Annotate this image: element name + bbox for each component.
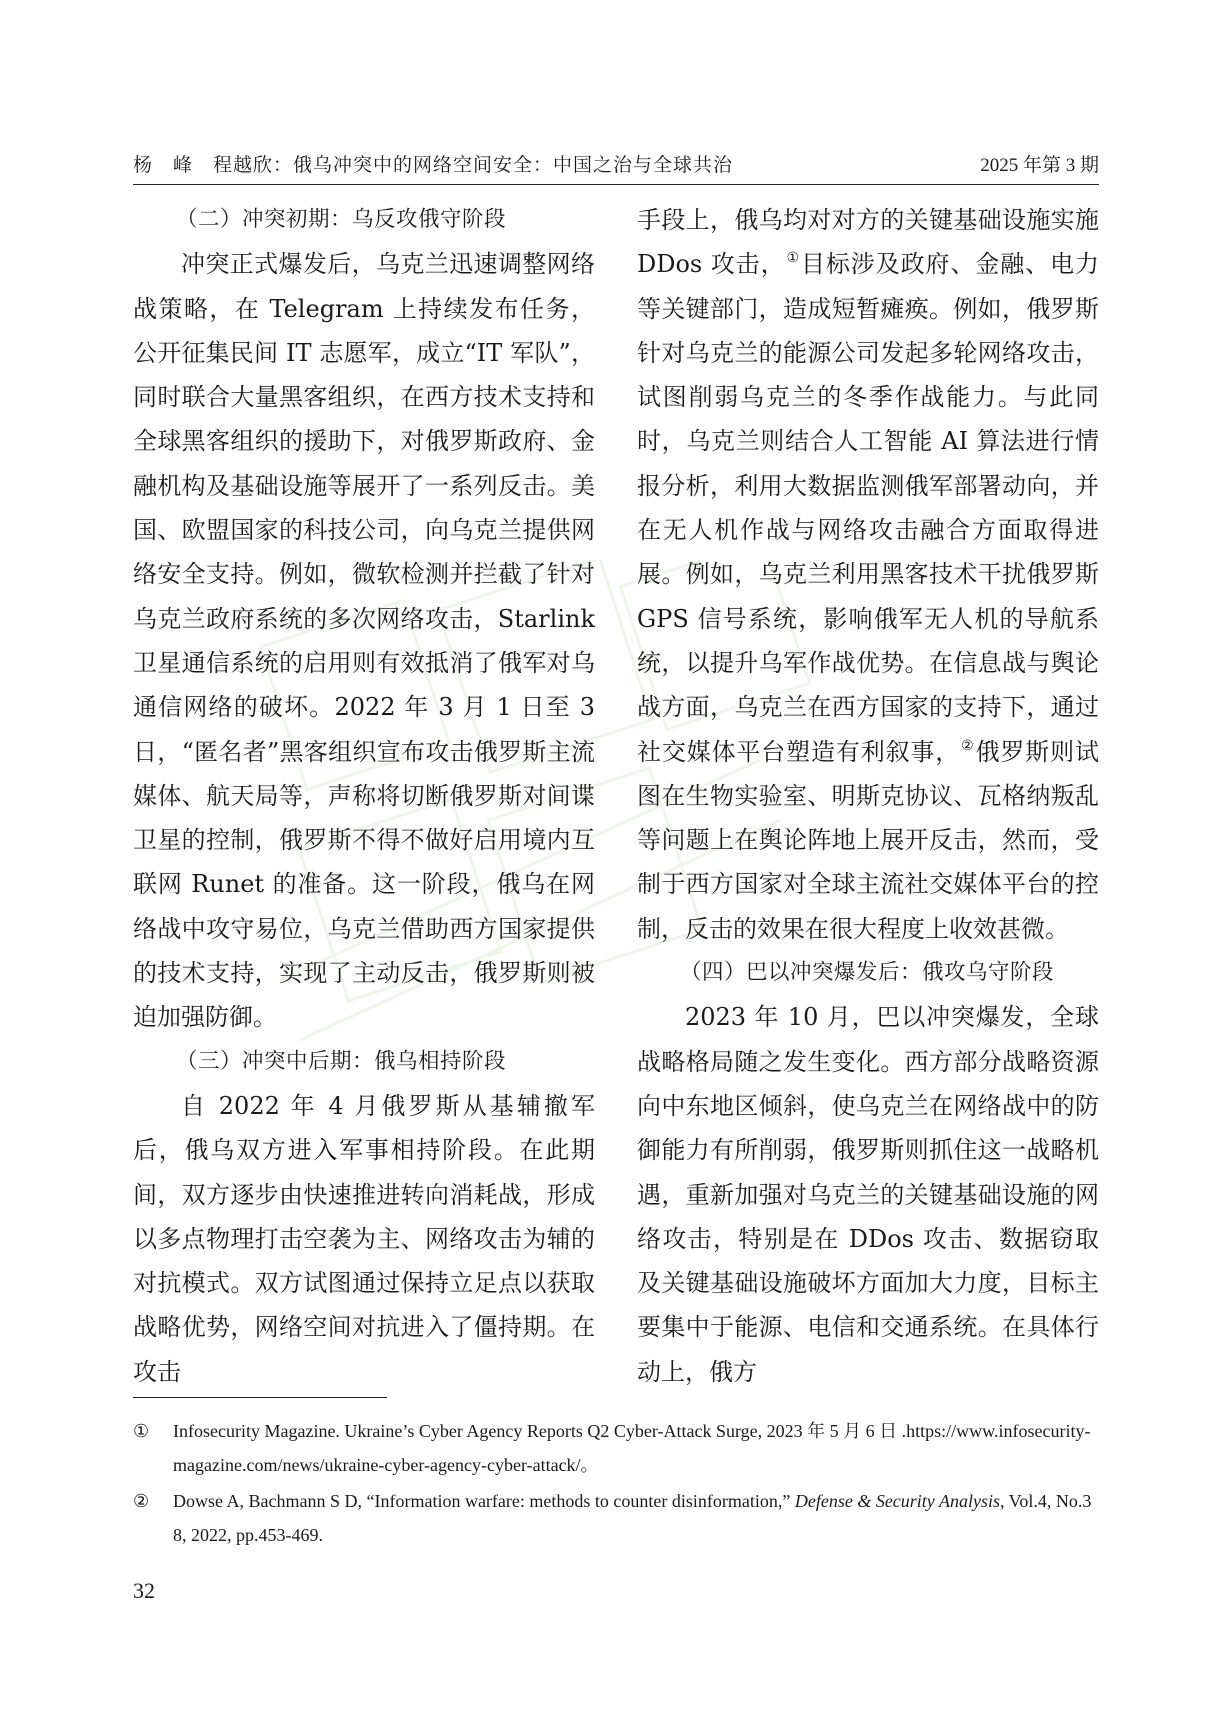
paragraph: 冲突正式爆发后，乌克兰迅速调整网络战策略，在 Telegram 上持续发布任务，公开征集民间 IT 志愿军，成立“IT 军队”，同时联合大量黑客组织，在西方技术支持和全球黑客组织的援助下，对俄罗斯政府、金融机构及基础设施等展开了一系列反击。美国、欧盟国家的科技公司，向乌克兰提供网络安全支持。例如，微软检测并拦截了针对乌克兰政府系统的多次网络攻击，Starlink 卫星通信系统的启用则有效抵消了俄军对乌通信网络的破坏。2022 年 3 月 1 日至 3 日，“匿名者”黑客组织宣布攻击俄罗斯主流媒体、航天局等，声称将切断俄罗斯对间谍卫星的控制，俄罗斯不得不做好启用境内互联网 Runet 的准备。这一阶段，俄乌在网络战中攻守易位，乌克兰借助西方国家提供的技术支持，实现了主动反击，俄罗斯则被迫加强防御。	[133, 250, 595, 1032]
left-column	[133, 198, 595, 1394]
header-issue: 2025 年第 3 期	[980, 155, 1099, 176]
footnote-citation: Dowse A, Bachmann S D, “Information warfare: methods to counter disinformation,”	[173, 1491, 795, 1511]
footnote-citation-tail: , Vol.4, No.38, 2022, pp.453-469.	[173, 1491, 1092, 1545]
footnote-ref-2[interactable]: ②	[961, 737, 975, 754]
header-authors-title: 杨 峰 程越欣：俄乌冲突中的网络空间安全：中国之治与全球共治	[133, 154, 734, 176]
footnote-1	[133, 1414, 1099, 1482]
footnote-text: Infosecurity Magazine. Ukraine’s Cyber Agency Reports Q2 Cyber-Attack Surge, 2023 年 5 月 6 日 .https://www.infosecurity-magazine.com/news/ukraine-cyber-agency-cyber-attack/。	[173, 1421, 1091, 1475]
paragraph-text: 目标涉及政府、金融、电力等关键部门，造成短暂瘫痪。例如，俄罗斯针对乌克兰的能源公司发起多轮网络攻击，试图削弱乌克兰的冬季作战能力。与此同时，乌克兰则结合人工智能 AI 算法进行情报分析，利用大数据监测俄军部署动向，并在无人机作战与网络攻击融合方面取得进展。例如，乌克兰利用黑客技术干扰俄罗斯 GPS 信号系统，影响俄军无人机的导航系统，以提升乌军作战优势。在信息战与舆论战方面，乌克兰在西方国家的支持下，通过社交媒体平台塑造有利叙事，	[637, 250, 1099, 766]
footnote-number: ①	[133, 1421, 150, 1441]
paragraph-text: 俄罗斯则试图在生物实验室、明斯克协议、瓦格纳叛乱等问题上在舆论阵地上展开反击，然而，受制于西方国家对全球主流社交媒体平台的控制，反击的效果在很大程度上收效甚微。	[637, 737, 1100, 943]
running-header	[133, 148, 1099, 185]
section-heading-4: （四）巴以冲突爆发后：俄攻乌守阶段	[680, 960, 1055, 986]
paragraph	[637, 198, 1099, 951]
footnote-text	[173, 1484, 1099, 1552]
footnote-divider	[133, 1397, 387, 1398]
footnote-journal: Defense & Security Analysis	[794, 1491, 1000, 1511]
section-heading-2: （二）冲突初期：乌反攻俄守阶段	[176, 207, 507, 232]
page-number: 32	[133, 1578, 155, 1603]
footnote-number: ②	[133, 1491, 150, 1511]
paragraph-text: 手段上，俄乌均对对方的关键基础设施实施 DDos 攻击，	[637, 206, 1099, 279]
section-heading-3: （三）冲突中后期：俄乌相持阶段	[176, 1048, 507, 1074]
right-column	[637, 198, 1099, 1394]
paragraph: 自 2022 年 4 月俄罗斯从基辅撤军后，俄乌双方进入军事相持阶段。在此期间，双方逐步由快速推进转向消耗战，形成以多点物理打击空袭为主、网络攻击为辅的对抗模式。双方试图通过保持立足点以获取战略优势，网络空间对抗进入了僵持期。在攻击	[133, 1091, 595, 1386]
paragraph: 2023 年 10 月，巴以冲突爆发，全球战略格局随之发生变化。西方部分战略资源向中东地区倾斜，使乌克兰在网络战中的防御能力有所削弱，俄罗斯则抓住这一战略机遇，重新加强对乌克兰的关键基础设施的网络攻击，特别是在 DDos 攻击、数据窃取及关键基础设施破坏方面加大力度，目标主要集中于能源、电信和交通系统。在具体行动上，俄方	[637, 1003, 1099, 1386]
footnote-ref-1[interactable]: ①	[786, 250, 800, 267]
footnote-2	[133, 1484, 1099, 1552]
